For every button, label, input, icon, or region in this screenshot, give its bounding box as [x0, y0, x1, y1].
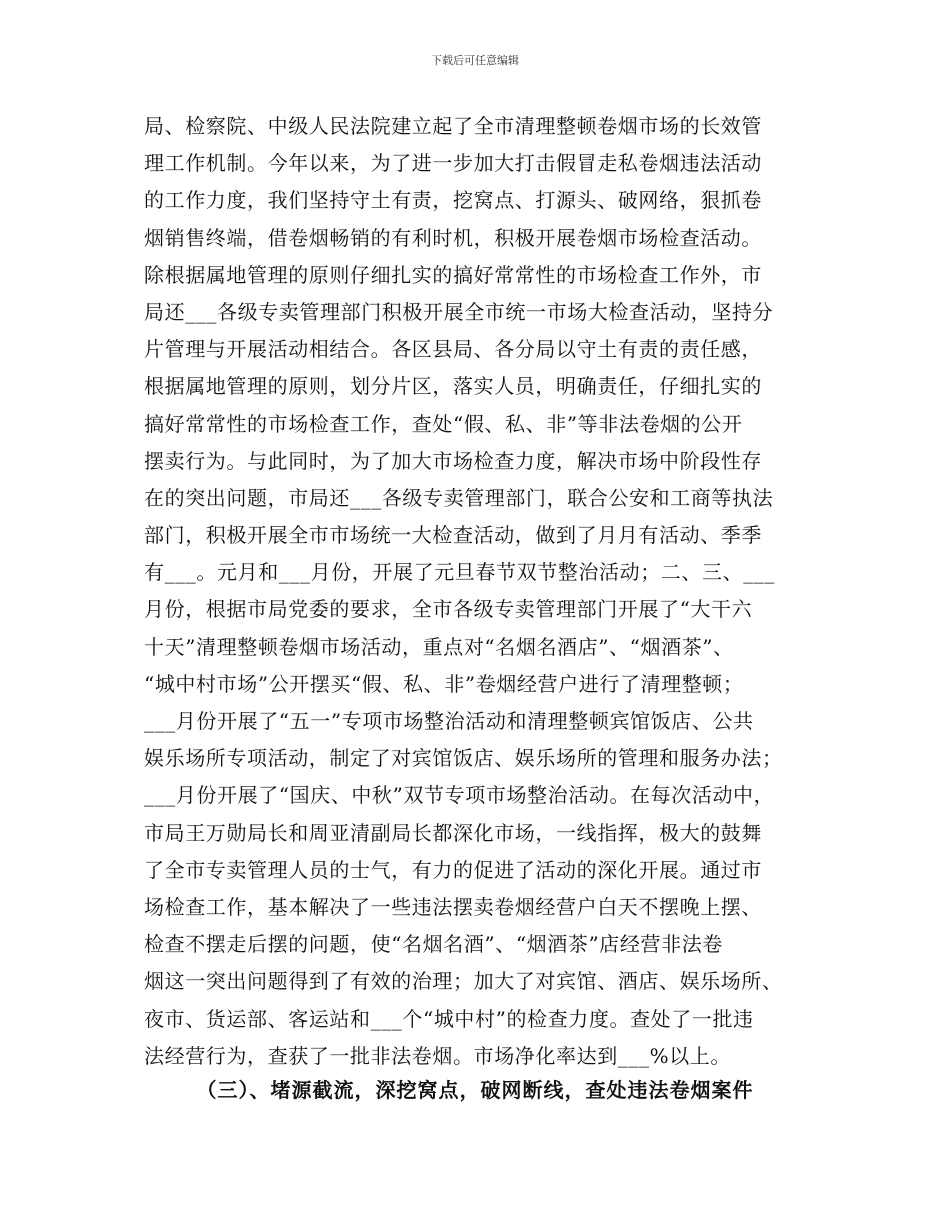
paragraph-line: 娱乐场所专项活动，制定了对宾馆饭店、娱乐场所的管理和服务办法； [144, 746, 783, 771]
body-paragraph [144, 108, 824, 1075]
paragraph-line: 摆卖行为。与此同时，为了加大市场检查力度，解决市场中阶段性存 [144, 448, 762, 473]
paragraph-line: 有___。元月和___月份，开展了元旦春节双节整治活动；二、三、___ [144, 560, 775, 585]
paragraph-line: 的工作力度，我们坚持守土有责，挖窝点、打源头、破网络，狠抓卷 [144, 188, 762, 213]
paragraph-line: 片管理与开展活动相结合。各区县局、各分局以守土有责的责任感， [144, 337, 762, 362]
paragraph-line: 在的突出问题，市局还___各级专卖管理部门，联合公安和工商等执法 [144, 485, 774, 510]
paragraph-line: 烟这一突出问题得到了有效的治理；加大了对宾馆、酒店、娱乐场所、 [144, 969, 783, 994]
paragraph-line: “城中村市场”公开摆买“假、私、非”卷烟经营户进行了清理整顿； [144, 671, 744, 696]
page-header-note: 下载后可任意编辑 [431, 54, 519, 67]
paragraph-line: 夜市、货运部、客运站和___个“城中村”的检查力度。查处了一批违 [144, 1006, 754, 1031]
paragraph-line: 理工作机制。今年以来，为了进一步加大打击假冒走私卷烟违法活动 [144, 151, 762, 176]
paragraph-line: 烟销售终端，借卷烟畅销的有利时机，积极开展卷烟市场检查活动。 [144, 225, 762, 250]
paragraph-line: 十天”清理整顿卷烟市场活动，重点对“名烟名酒店”、“烟酒茶”、 [144, 634, 734, 659]
paragraph-line: 除根据属地管理的原则仔细扎实的搞好常常性的市场检查工作外，市 [144, 262, 762, 287]
paragraph-line: ___月份开展了“国庆、中秋”双节专项市场整治活动。在每次活动中， [144, 783, 775, 808]
paragraph-line: 部门，积极开展全市市场统一大检查活动，做到了月月有活动、季季 [144, 523, 762, 548]
paragraph-line: 场检查工作，基本解决了一些违法摆卖卷烟经营户白天不摆晚上摆、 [144, 894, 762, 919]
paragraph-line: 局还___各级专卖管理部门积极开展全市统一市场大检查活动，坚持分 [144, 299, 774, 324]
paragraph-line: 市局王万勋局长和周亚清副局长都深化市场，一线指挥，极大的鼓舞 [144, 820, 762, 845]
paragraph-line: 检查不摆走后摆的问题，使“名烟名酒”、“烟酒茶”店经营非法卷 [144, 932, 723, 957]
paragraph-line: 搞好常常性的市场检查工作，查处“假、私、非”等非法卷烟的公开 [144, 411, 743, 436]
section-heading: （三）、堵源截流，深挖窝点，破网断线，查处违法卷烟案件 [196, 1078, 754, 1102]
paragraph-line: 局、检察院、中级人民法院建立起了全市清理整顿卷烟市场的长效管 [144, 114, 762, 138]
paragraph-line: ___月份开展了“五一”专项市场整治活动和清理整顿宾馆饭店、公共 [144, 709, 754, 733]
paragraph-line: 根据属地管理的原则，划分片区，落实人员，明确责任，仔细扎实的 [144, 374, 762, 399]
paragraph-line: 月份，根据市局党委的要求，全市各级专卖管理部门开展了“大干六 [144, 597, 753, 622]
paragraph-line: 法经营行为，查获了一批非法卷烟。市场净化率达到___%以上。 [144, 1043, 732, 1068]
paragraph-line: 了全市专卖管理人员的士气，有力的促进了活动的深化开展。通过市 [144, 857, 762, 882]
